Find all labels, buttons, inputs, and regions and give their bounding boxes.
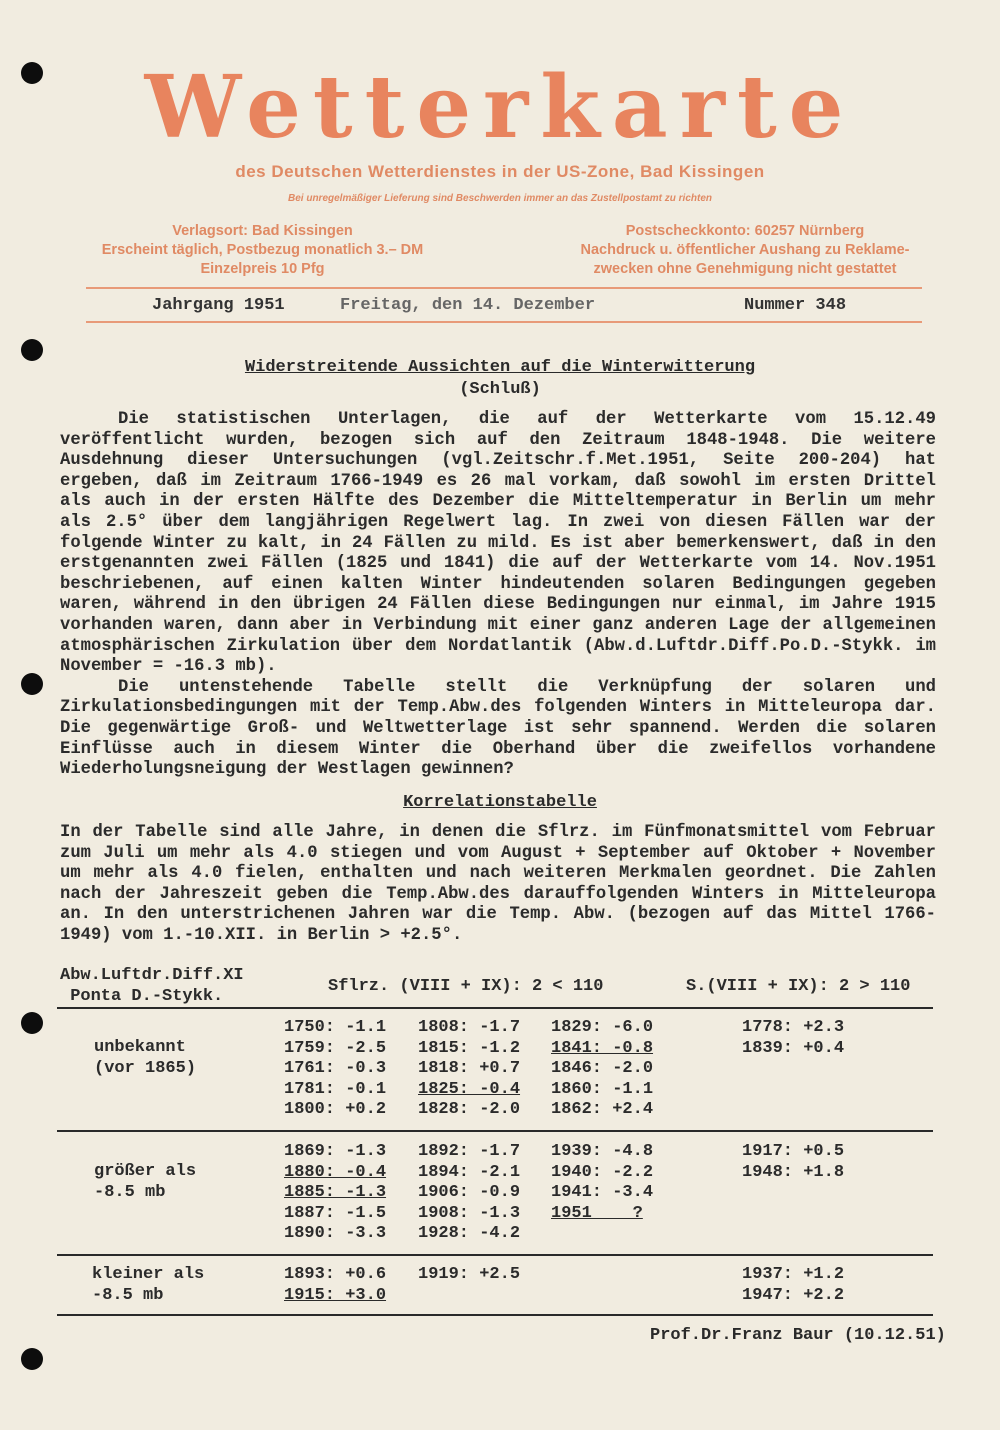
divider bbox=[86, 321, 922, 323]
issue-date: Freitag, den 14. Dezember bbox=[340, 296, 596, 315]
paragraph: Die statistischen Unterlagen, die auf der Wetterkarte vom 15.12.49 veröffentlicht wurden, bezogen sich auf den Zeitraum 1848-1948. Die weitere Ausdehnung dieser Untersuchungen (vgl.Zeitschr.f.Met.1951, Seite 200-204) hat ergeben, daß im Zeitraum 1766-1949 es 26 mal vorkam, daß sowohl im ersten Drittel als auch in der ersten Hälfte des Dezember die Mitteltemperatur in Berlin um mehr als 2.5° über dem langjährigen Regelwert lag. In zwei von diesen Fällen war der folgende Winter zu kalt, in 24 Fällen zu mild. Es ist aber bemerkenswert, daß in den erstgenannten zwei Fällen (1825 und 1841) die auf der Wetterkarte vom 14. Nov.1951 beschriebenen, auf einen kalten Winter hindeutenden solaren Bedingungen gegeben waren, während in den übrigen 24 Fällen diese Bedingungen nur einmal, im Jahre 1915 vorhanden waren, dann aber in Verbindung mit einer ganz anderen Lage der allgemeinen atmosphärischen Zirkulation über dem Nordatlantik (Abw.d.Luftdr.Diff.Po.D.-Stykk. im November = -16.3 mb). bbox=[60, 410, 936, 677]
table-header-rowlabel: Abw.Luftdr.Diff.XI Ponta D.-Stykk. bbox=[60, 966, 244, 1006]
divider bbox=[86, 287, 922, 289]
punch-hole bbox=[21, 673, 43, 695]
paragraph: In der Tabelle sind alle Jahre, in denen die Sflrz. im Fünfmonatsmittel vom Februar zum Juli um mehr als 4.0 stiegen und vom August + September auf Oktober + November um mehr als 4.0 fielen, enthalten und nach weiteren Merkmalen geordnet. Die Zahlen nach der Jahreszeit geben die Temp.Abw.des darauffolgenden Winters in Mitteleuropa an. In den unterstrichenen Jahren war die Temp. Abw. (bezogen auf das Mittel 1766-1949) vom 1.-10.XII. in Berlin > +2.5°. bbox=[60, 823, 936, 945]
table-cell: 1893: +0.6 1915: +3.0 bbox=[284, 1265, 387, 1305]
table-cell: 1778: +2.3 1839: +0.4 bbox=[742, 1018, 845, 1058]
table-cell: 1869: -1.3 1880: -0.4 1885: -1.3 1887: -1.5 1890: -3.3 bbox=[284, 1142, 387, 1243]
table-rule bbox=[57, 1314, 933, 1316]
punch-hole bbox=[21, 1348, 43, 1370]
table-header-mid: Sflrz. (VIII + IX): 2 < 110 bbox=[328, 977, 604, 996]
issue-number: Nummer 348 bbox=[744, 296, 847, 315]
article-subtitle: (Schluß) bbox=[459, 380, 541, 399]
table-cell: 1750: -1.1 1759: -2.5 1761: -0.3 1781: -0.1 1800: +0.2 bbox=[284, 1018, 387, 1119]
table-rule bbox=[57, 1007, 933, 1009]
row-label: kleiner als -8.5 mb bbox=[92, 1265, 205, 1305]
paragraph: Die untenstehende Tabelle stellt die Verknüpfung der solaren und Zirkulationsbedingungen mit der Temp.Abw.des folgenden Winters in Mitteleuropa dar. Die gegenwärtige Groß- und Weltwetterlage ist sehr spannend. Werden die solaren Einflüsse auch in diesem Winter die Oberhand über die zweifellos vorhandene Wiederholungsneigung der Westlagen gewinnen? bbox=[60, 677, 936, 780]
table-cell: 1917: +0.5 1948: +1.8 bbox=[742, 1142, 845, 1182]
table-header-right: S.(VIII + IX): 2 > 110 bbox=[686, 977, 911, 996]
table-cell: 1937: +1.2 1947: +2.2 bbox=[742, 1265, 845, 1305]
table-cell: 1919: +2.5 bbox=[418, 1265, 521, 1284]
table-cell: 1892: -1.7 1894: -2.1 1906: -0.9 1908: -1.3 1928: -4.2 bbox=[418, 1142, 521, 1243]
delivery-notice: Bei unregelmäßiger Lieferung sind Beschwerden immer an das Zustellpostamt zu richten bbox=[288, 193, 712, 204]
table-explanation bbox=[60, 823, 936, 947]
publisher-info-right: Postscheckkonto: 60257 Nürnberg Nachdruck u. öffentlicher Aushang zu Reklame- zwecken ohne Genehmigung nicht gestattet bbox=[580, 223, 910, 277]
table-rule bbox=[57, 1130, 933, 1132]
issue-volume: Jahrgang 1951 bbox=[152, 296, 285, 315]
author-signature: Prof.Dr.Franz Baur (10.12.51) bbox=[650, 1326, 946, 1345]
publisher-info-left: Verlagsort: Bad Kissingen Erscheint täglich, Postbezug monatlich 3.– DM Einzelpreis 10 Pfg bbox=[101, 223, 424, 277]
row-label: unbekannt (vor 1865) bbox=[94, 1038, 197, 1078]
article-title: Widerstreitende Aussichten auf die Winterwitterung bbox=[244, 358, 756, 377]
article-body bbox=[60, 410, 936, 781]
publisher-line: des Deutschen Wetterdienstes in der US-Zone, Bad Kissingen bbox=[235, 162, 765, 181]
punch-hole bbox=[21, 1012, 43, 1034]
table-cell: 1829: -6.0 1841: -0.8 1846: -2.0 1860: -1.1 1862: +2.4 bbox=[551, 1018, 654, 1119]
table-heading: Korrelationstabelle bbox=[403, 793, 597, 812]
table-cell: 1808: -1.7 1815: -1.2 1818: +0.7 1825: -0.4 1828: -2.0 bbox=[418, 1018, 521, 1119]
row-label: größer als -8.5 mb bbox=[94, 1162, 197, 1202]
table-cell: 1939: -4.8 1940: -2.2 1941: -3.4 1951 ? bbox=[551, 1142, 654, 1223]
table-rule bbox=[57, 1254, 933, 1256]
newspaper-title: Wetterkarte bbox=[144, 57, 856, 158]
